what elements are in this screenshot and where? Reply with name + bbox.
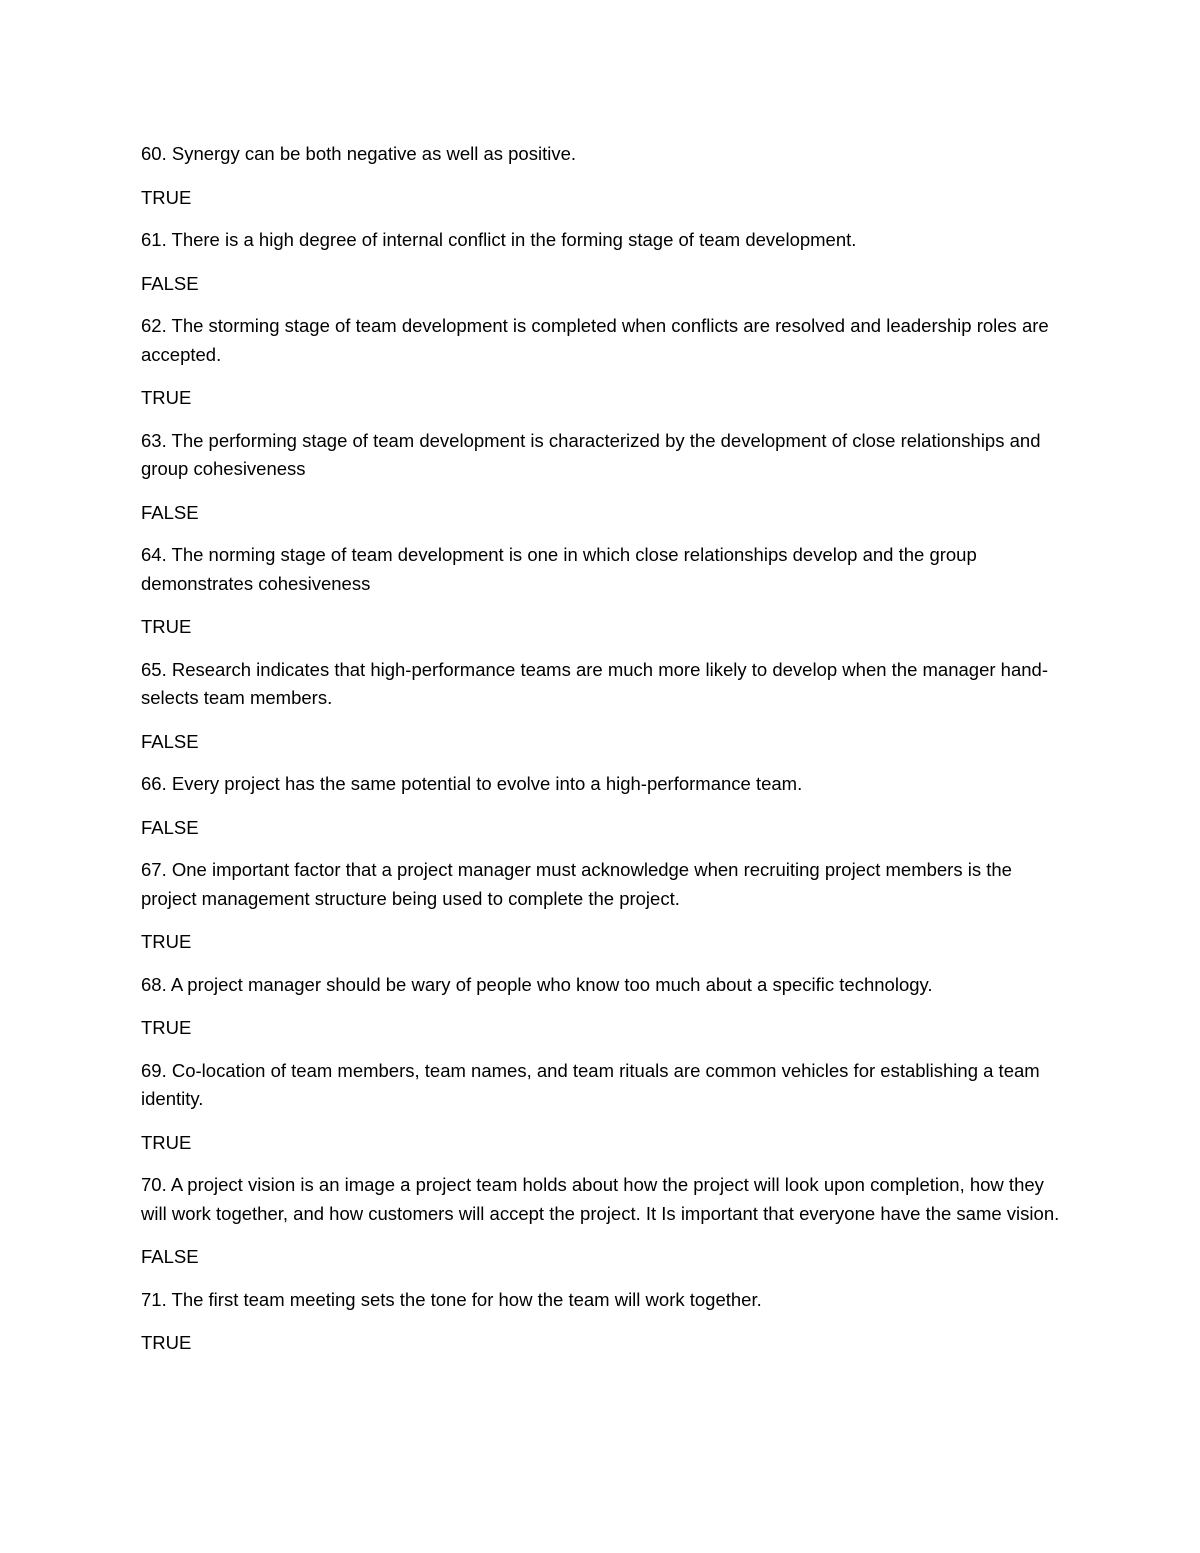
question-item-63 — [141, 427, 1071, 528]
question-item-66 — [141, 770, 1071, 842]
question-item-64 — [141, 541, 1071, 642]
question-item-65 — [141, 656, 1071, 757]
answer-text: FALSE — [141, 816, 199, 838]
question-text: 60. Synergy can be both negative as well as positive. — [141, 143, 577, 164]
question-item-68 — [141, 971, 1071, 1043]
question-text: 63. The performing stage of team development is characterized by the development of close relationships and group cohesiveness — [141, 429, 1041, 479]
question-item-69 — [141, 1057, 1071, 1158]
question-text: 65. Research indicates that high-performance teams are much more likely to develop when the manager hand- selects team members. — [141, 658, 1048, 708]
question-text: 66. Every project has the same potential to evolve into a high-performance team. — [141, 773, 803, 794]
question-text: 68. A project manager should be wary of people who know too much about a specific technology. — [141, 973, 933, 995]
answer-text: FALSE — [141, 1246, 199, 1267]
question-item-71 — [141, 1286, 1071, 1358]
answer-text: TRUE — [141, 931, 192, 952]
answer-text: FALSE — [141, 501, 199, 523]
answer-text: TRUE — [141, 616, 192, 637]
question-item-70 — [141, 1171, 1071, 1272]
answer-text: FALSE — [141, 272, 199, 294]
question-item-61 — [141, 226, 1071, 298]
answer-text: TRUE — [141, 387, 192, 408]
document-page — [141, 140, 1071, 1372]
answer-text: FALSE — [141, 730, 199, 752]
question-text: 67. One important factor that a project manager must acknowledge when recruiting project members is the project management structure being used to complete the project. — [141, 859, 1012, 909]
answer-text: TRUE — [141, 1017, 192, 1038]
question-item-60 — [141, 140, 1071, 212]
question-text: 62. The storming stage of team development is completed when conflicts are resolved and leadership roles are accepted. — [141, 315, 1049, 365]
answer-text: TRUE — [141, 1332, 192, 1353]
question-text: 64. The norming stage of team development is one in which close relationships develop and the group demonstrates cohesiveness — [141, 544, 977, 594]
question-text: 61. There is a high degree of internal conflict in the forming stage of team development. — [141, 229, 857, 250]
answer-text: TRUE — [141, 1131, 192, 1153]
question-text: 70. A project vision is an image a project team holds about how the project will look upon completion, how they will work together, and how customers will accept the project. It Is important that everyone have the same vision. — [141, 1174, 1060, 1224]
question-text: 69. Co-location of team members, team names, and team rituals are common vehicles for establishing a team identity. — [141, 1059, 1040, 1109]
question-text: 71. The first team meeting sets the tone for how the team will work together. — [141, 1288, 762, 1310]
question-item-67 — [141, 856, 1071, 957]
question-item-62 — [141, 312, 1071, 413]
answer-text: TRUE — [141, 186, 192, 208]
